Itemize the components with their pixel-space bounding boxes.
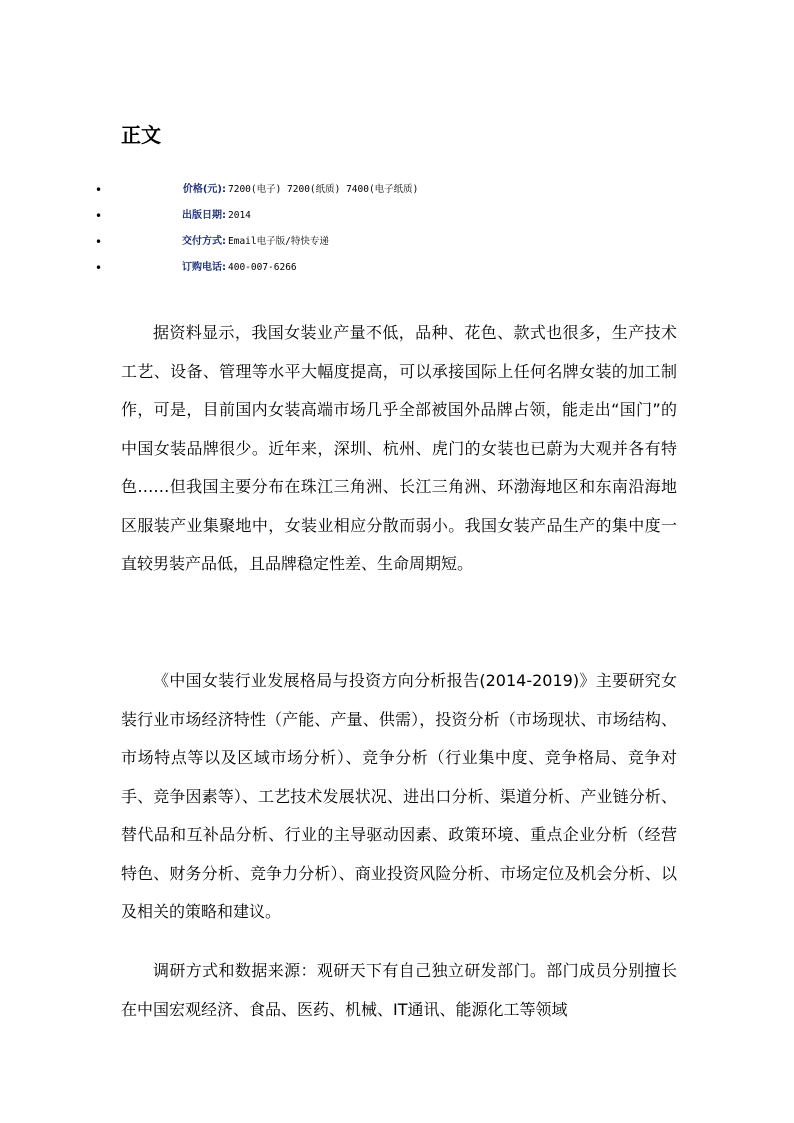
info-item-price [0, 180, 794, 206]
report-info-list [0, 180, 794, 284]
info-value-publish-date: 2014 [228, 210, 251, 221]
paragraph-research-method: 调研方式和数据来源：观研天下有自己独立研发部门。部门成员分别擅长在中国宏观经济、食品、医药、机械、IT通讯、能源化工等领域 [121, 961, 677, 1019]
bullet-icon: • [95, 261, 103, 275]
paragraph-market-overview: 据资料显示，我国女装业产量不低，品种、花色、款式也很多，生产技术工艺、设备、管理等水平大幅度提高，可以承接国际上任何名牌女装的加工制作，可是，目前国内女装高端市场几乎全部被国外品牌占领，能走出“国门”的中国女装品牌很少。近年来，深圳、杭州、虎门的女装也已蔚为大观并各有特色……但我国主要分布在珠江三角洲、长江三角洲、环渤海地区和东南沿海地区服装产业集聚地中，女装业相应分散而弱小。我国女装产品生产的集中度一直较男装产品低，且品牌稳定性差、生命周期短。 [121, 323, 677, 573]
info-value-delivery: Email电子版/特快专递 [228, 236, 329, 247]
bullet-icon: • [95, 183, 103, 197]
info-value-phone: 400-007-6266 [228, 262, 297, 273]
info-label-delivery: 交付方式: [182, 236, 226, 247]
info-label-phone: 订购电话: [182, 262, 226, 273]
info-label-publish-date: 出版日期: [182, 210, 226, 221]
info-item-phone [0, 258, 794, 284]
bullet-icon: • [95, 235, 103, 249]
info-item-publish-date [0, 206, 794, 232]
paragraph-report-scope: 《中国女装行业发展格局与投资方向分析报告(2014-2019)》主要研究女装行业市场经济特性（产能、产量、供需），投资分析（市场现状、市场结构、市场特点等以及区域市场分析）、竞争分析（行业集中度、竞争格局、竞争对手、竞争因素等）、工艺技术发展状况、进出口分析、渠道分析、产业链分析、替代品和互补品分析、行业的主导驱动因素、政策环境、重点企业分析（经营特色、财务分析、竞争力分析）、商业投资风险分析、市场定位及机会分析、以及相关的策略和建议。 [121, 671, 677, 921]
info-item-delivery [0, 232, 794, 258]
bullet-icon: • [95, 209, 103, 223]
page-title: 正文 [121, 123, 161, 147]
info-label-price: 价格(元): [182, 184, 226, 195]
info-value-price: 7200(电子) 7200(纸质) 7400(电子纸质) [228, 184, 419, 195]
